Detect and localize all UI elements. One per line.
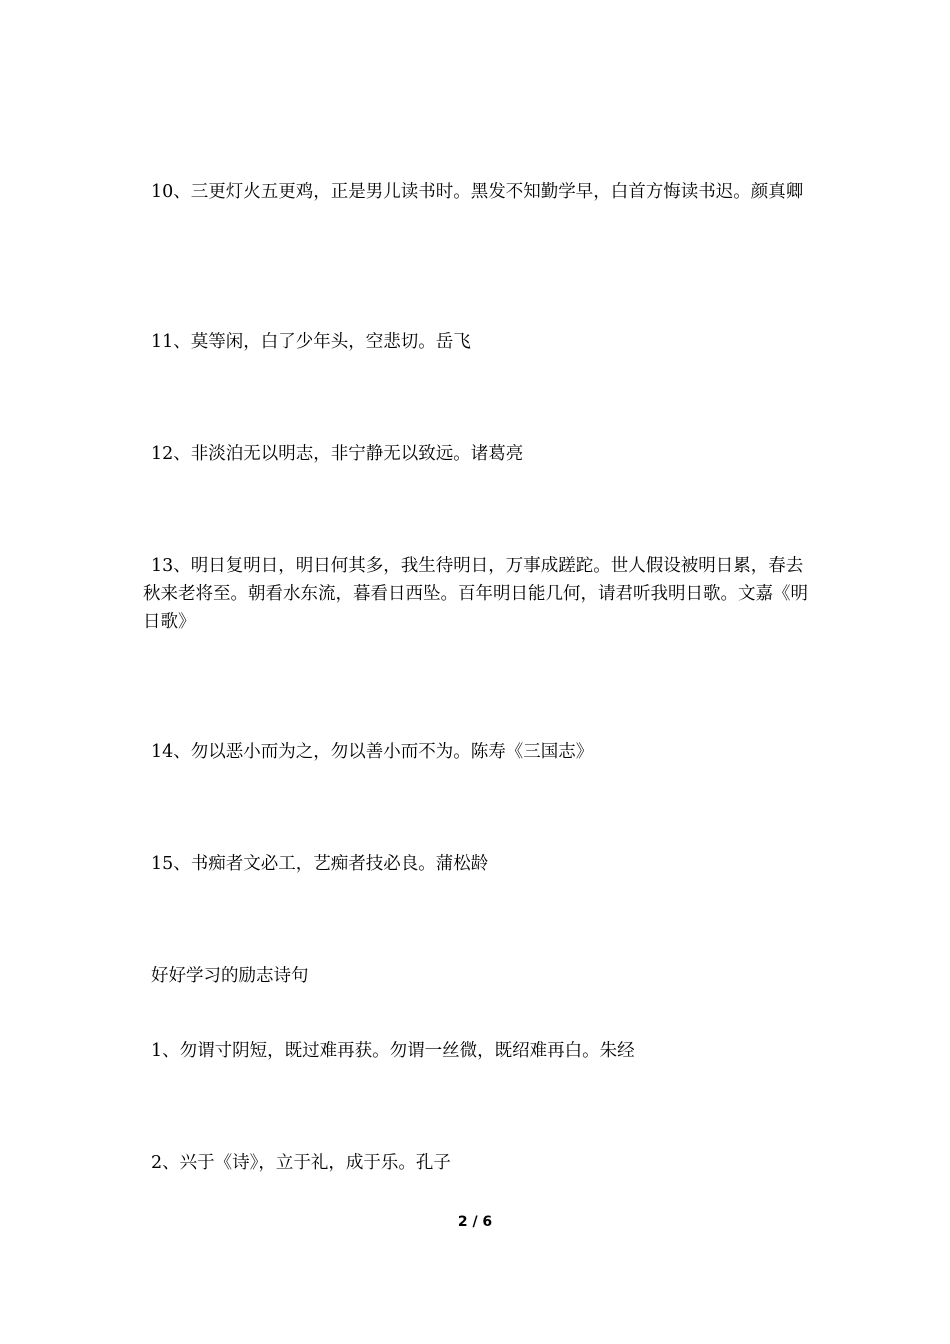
section-heading: 好好学习的励志诗句 xyxy=(151,966,309,986)
quote-10: 10、三更灯火五更鸡，正是男儿读书时。黑发不知勤学早，白首方悔读书迟。颜真卿 xyxy=(151,182,804,202)
quote-14: 14、勿以恶小而为之，勿以善小而不为。陈寿《三国志》 xyxy=(151,742,594,762)
quote-12: 12、非淡泊无以明志，非宁静无以致远。诸葛亮 xyxy=(151,444,524,464)
quote-15: 15、书痴者文必工，艺痴者技必良。蒲松龄 xyxy=(151,854,489,874)
quote-1: 1、勿谓寸阴短，既过难再获。勿谓一丝微，既绍难再白。朱经 xyxy=(151,1041,635,1061)
quote-11: 11、莫等闲，白了少年头，空悲切。岳飞 xyxy=(151,332,471,352)
quote-13: 13、明日复明日，明日何其多，我生待明日，万事成蹉跎。世人假设被明日累，春去秋来老将至。朝看水东流，暮看日西坠。百年明日能几何，请君听我明日歌。文嘉《明日歌》 xyxy=(143,556,808,632)
page-number: 2 / 6 xyxy=(457,1214,493,1230)
quote-2: 2、兴于《诗》，立于礼，成于乐。孔子 xyxy=(151,1153,451,1173)
